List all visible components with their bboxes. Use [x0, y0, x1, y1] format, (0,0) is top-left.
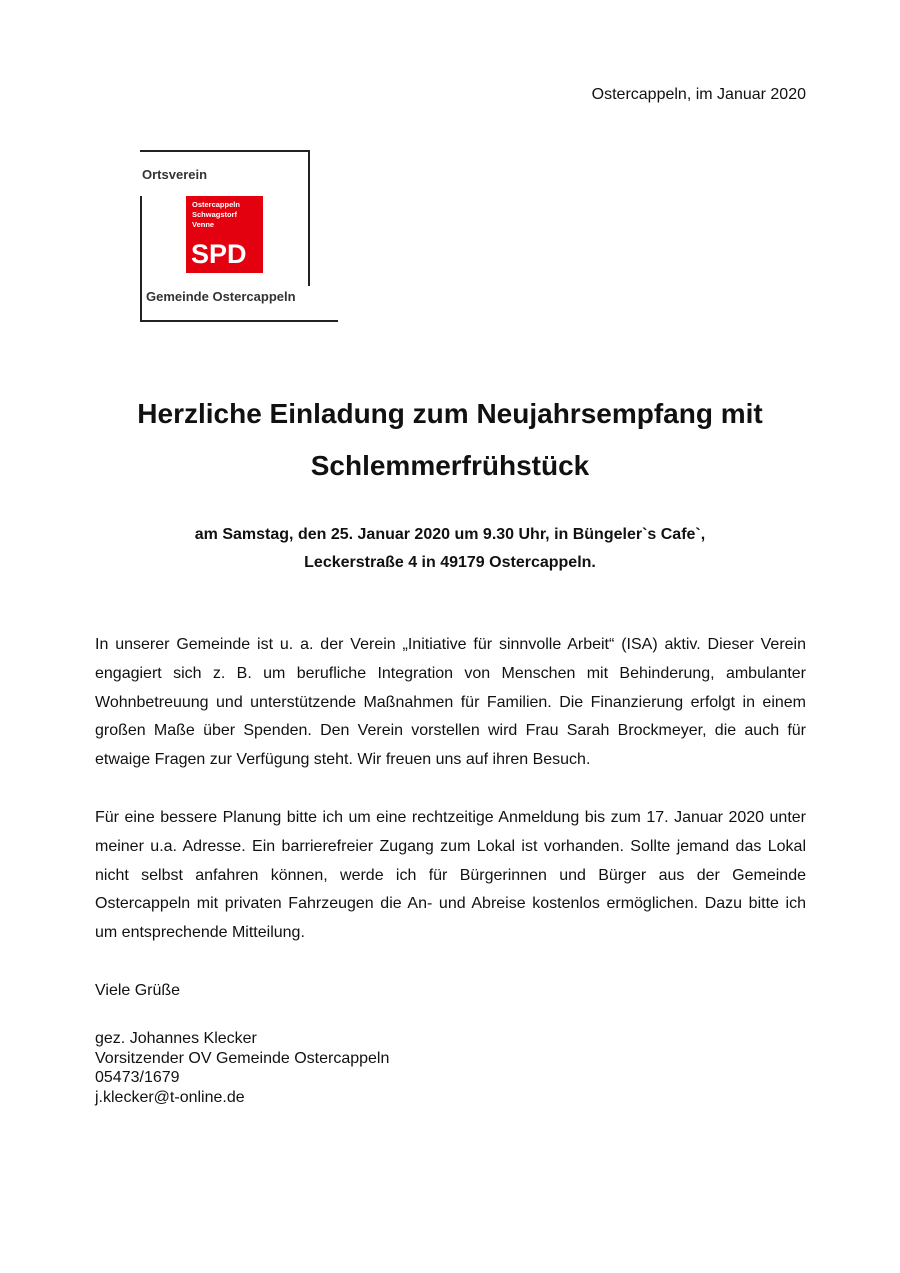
closing-greeting: Viele Grüße [95, 982, 181, 999]
signature-role: Vorsitzender OV Gemeinde Ostercappeln [95, 1049, 390, 1067]
title-line-1: Herzliche Einladung zum Neujahrsempfang mit [137, 398, 763, 429]
signature-block [95, 1029, 389, 1107]
logo-gemeinde-label: Gemeinde Ostercappeln [146, 289, 296, 304]
logo-frame-left-line [140, 196, 142, 322]
date-place-line: Ostercappeln, im Januar 2020 [591, 86, 806, 103]
spd-logo [186, 196, 263, 273]
invitation-title [0, 388, 900, 492]
event-date-line: am Samstag, den 25. Januar 2020 um 9.30 Uhr, in Büngeler`s Cafe`, [194, 526, 706, 543]
event-address-line: Leckerstraße 4 in 49179 Ostercappeln. [304, 554, 596, 571]
logo-ortsverein-label: Ortsverein [142, 167, 208, 182]
logo-frame-bottom-line [140, 320, 338, 322]
spd-logo-wordmark: SPD [191, 239, 247, 269]
body-paragraph-registration: Für eine bessere Planung bitte ich um eine rechtzeitige Anmeldung bis zum 17. Januar 2020 unter meiner u.a. Adresse. Ein barrierefreier Zugang zum Lokal ist vorhanden. Sollte jemand das Lokal nicht selbst anfahren können, werde ich für Bürgerinnen und Bürger aus der Gemeinde Ostercappeln mit privaten Fahrzeugen die An- und Abreise kostenlos ermöglichen. Dazu bitte ich um entsprechende Mitteilung. [95, 809, 806, 942]
signature-phone: 05473/1679 [95, 1069, 180, 1086]
spd-logo-place: Schwagstorf [192, 210, 238, 219]
signature-name: gez. Johannes Klecker [95, 1030, 257, 1047]
body-paragraph-isa: In unserer Gemeinde ist u. a. der Verein „Initiative für sinnvolle Arbeit“ (ISA) aktiv. Dieser Verein engagiert sich z. B. um berufliche Integration von Menschen mit Behinderung, ambulanter Wohnbetreuung und unterstützende Maßnahmen für Familien. Die Finanzierung erfolgt in einem großen Maße über Spenden. Den Verein vorstellen wird Frau Sarah Brockmeyer, die auch für etwaige Fragen zur Verfügung steht. Wir freuen uns auf ihren Besuch. [95, 636, 806, 769]
logo-frame-right-line [308, 150, 310, 286]
spd-logo-place: Ostercappeln [192, 200, 240, 209]
signature-email: j.klecker@t-online.de [95, 1088, 245, 1106]
logo-frame-top-line [140, 150, 310, 152]
event-details [0, 521, 900, 577]
spd-logo-places [192, 200, 240, 230]
spd-logo-place: Venne [192, 220, 215, 229]
title-line-2: Schlemmerfrühstück [310, 450, 590, 481]
spd-logo-block [140, 150, 340, 322]
